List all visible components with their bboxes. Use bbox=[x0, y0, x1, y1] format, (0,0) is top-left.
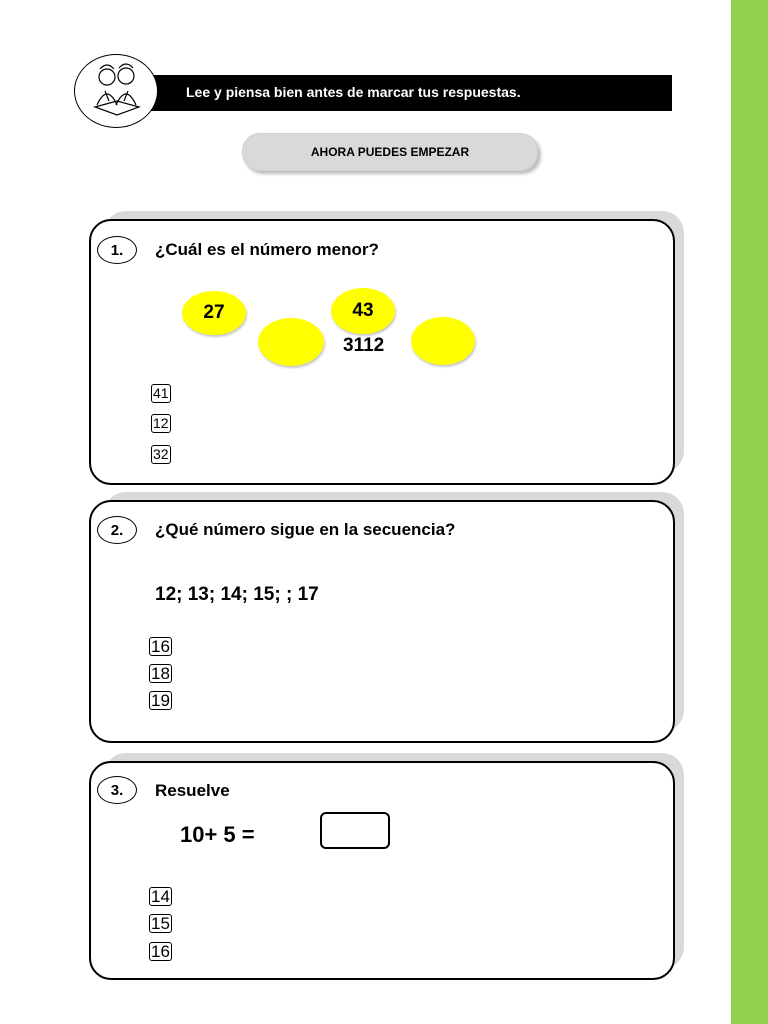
question-text-2: ¿Qué número sigue en la secuencia? bbox=[155, 520, 456, 539]
option-label: 32 bbox=[153, 446, 169, 462]
option-q3-a[interactable] bbox=[149, 887, 172, 906]
option-q1-c[interactable] bbox=[151, 445, 171, 464]
option-label: 15 bbox=[151, 914, 170, 933]
answer-box[interactable] bbox=[320, 812, 390, 849]
option-q2-b[interactable] bbox=[149, 664, 172, 683]
option-label: 16 bbox=[151, 637, 170, 656]
number-3112: 3112 bbox=[343, 335, 385, 356]
question-number-1: 1. bbox=[97, 236, 137, 264]
option-q3-c[interactable] bbox=[149, 942, 172, 961]
option-label: 12 bbox=[153, 415, 169, 431]
option-label: 19 bbox=[151, 691, 170, 710]
question-number-2: 2. bbox=[97, 516, 137, 544]
option-q1-a[interactable] bbox=[151, 384, 171, 403]
number-sequence: 12; 13; 14; 15; ; 17 bbox=[155, 584, 319, 605]
question-number-3: 3. bbox=[97, 776, 137, 804]
start-button[interactable]: AHORA PUEDES EMPEZAR bbox=[242, 133, 538, 171]
option-label: 16 bbox=[151, 942, 170, 961]
option-label: 18 bbox=[151, 664, 170, 683]
option-q2-c[interactable] bbox=[149, 691, 172, 710]
question-text-1: ¿Cuál es el número menor? bbox=[155, 240, 379, 259]
option-q3-b[interactable] bbox=[149, 914, 172, 933]
number-ellipse-3: 43 bbox=[331, 288, 395, 334]
equation: 10+ 5 = bbox=[180, 822, 255, 847]
question-text-3: Resuelve bbox=[155, 781, 230, 800]
number-ellipse-1: 27 bbox=[182, 291, 246, 335]
option-q2-a[interactable] bbox=[149, 637, 172, 656]
option-label: 41 bbox=[153, 385, 169, 401]
side-green-bar bbox=[731, 0, 768, 1024]
header-instruction: Lee y piensa bien antes de marcar tus respuestas. bbox=[186, 84, 521, 100]
option-label: 14 bbox=[151, 887, 170, 906]
number-ellipse-2 bbox=[258, 318, 324, 366]
children-reading-icon bbox=[74, 54, 158, 128]
number-ellipse-4 bbox=[411, 317, 475, 365]
option-q1-b[interactable] bbox=[151, 414, 171, 433]
